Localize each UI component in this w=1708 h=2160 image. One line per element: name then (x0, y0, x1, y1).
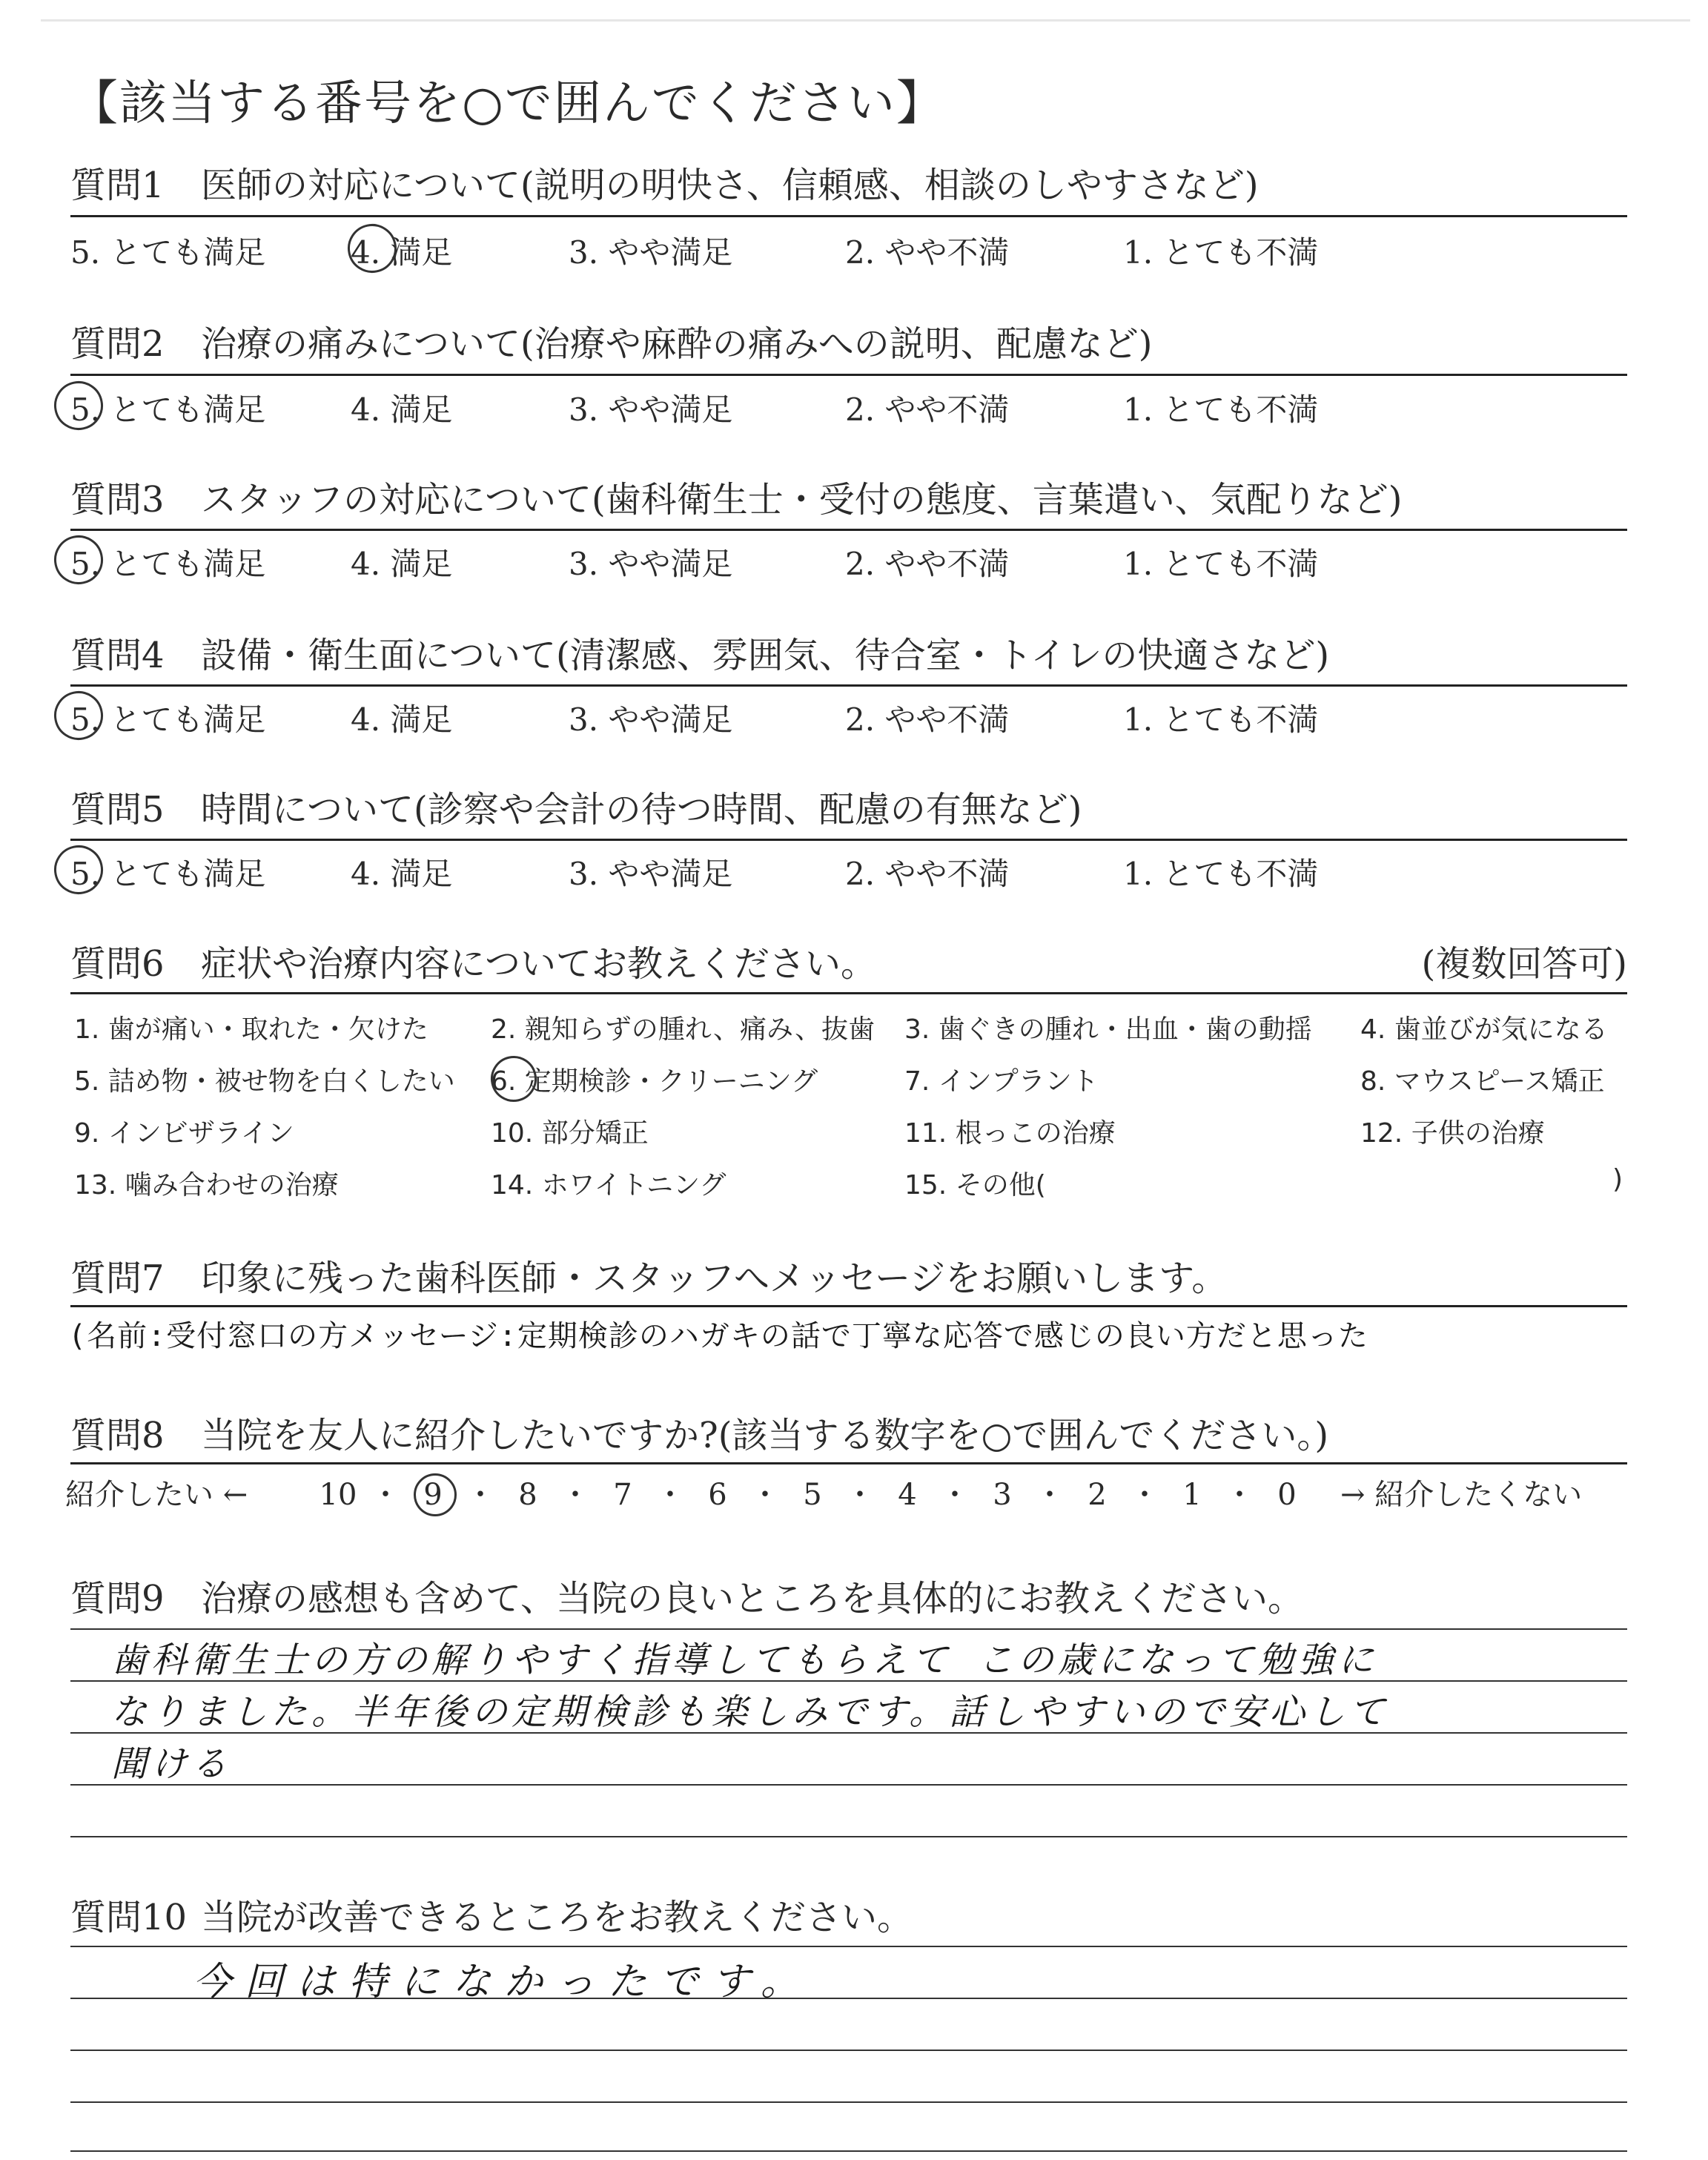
question-number: 質問7 (70, 1258, 165, 1299)
question-text: スタッフの対応について(歯科衛生士・受付の態度、言葉遣い、気配りなど) (201, 479, 1403, 521)
writing-line (70, 1946, 1627, 1947)
option-4[interactable]: 4. 満足 (351, 856, 453, 892)
scale-value-3[interactable]: 3 (993, 1478, 1012, 1512)
option-5[interactable]: 5. とても満足 (70, 234, 266, 271)
option-2[interactable]: 2. やや不満 (845, 234, 1010, 271)
q7-answer-line[interactable]: (名前:受付窓口の方メッセージ:定期検診のハガキの話で丁寧な応答で感じの良い方だと思った (68, 1319, 1368, 1353)
selection-circle (414, 1473, 457, 1516)
divider (70, 1462, 1627, 1464)
question-number: 質問2 (70, 323, 165, 365)
option-1[interactable]: 1. とても不満 (1123, 701, 1319, 738)
scale-value-5[interactable]: 5 (803, 1478, 822, 1512)
q6-item[interactable]: 11. 根っこの治療 (904, 1118, 1116, 1149)
option-3[interactable]: 3. やや満足 (569, 234, 733, 271)
q6-item[interactable]: 9. インビザライン (74, 1118, 294, 1149)
q6-item[interactable]: 1. 歯が痛い・取れた・欠けた (74, 1014, 428, 1045)
scale-right-label: → 紹介したくない (1340, 1478, 1583, 1512)
q6-item[interactable]: 15. その他( (904, 1170, 1046, 1200)
question-number: 質問6 (70, 943, 165, 985)
option-4[interactable]: 4. 満足 (351, 392, 453, 428)
page-title: 【該当する番号を○で囲んでください】 (70, 76, 945, 131)
scale-value-10[interactable]: 10 (319, 1478, 357, 1512)
option-4[interactable]: 4. 満足 (351, 234, 453, 271)
q6-item[interactable]: 13. 噛み合わせの治療 (74, 1170, 339, 1200)
scale-separator: ・ (466, 1478, 495, 1512)
question-text: 治療の感想も含めて、当院の良いところを具体的にお教えください。 (201, 1578, 1304, 1619)
question-4 (70, 632, 1627, 679)
question-8 (70, 1412, 1627, 1459)
scale-separator: ・ (1130, 1478, 1159, 1512)
q6-item[interactable]: 5. 詰め物・被せ物を白くしたい (74, 1066, 455, 1097)
q10-answer-line-1[interactable]: 今回は特になかったです。 (193, 1960, 812, 2004)
option-2[interactable]: 2. やや不満 (845, 856, 1010, 892)
q6-item[interactable]: 10. 部分矯正 (491, 1118, 649, 1149)
scale-separator: ・ (940, 1478, 970, 1512)
question-text: 症状や治療内容についてお教えください。 (201, 943, 877, 985)
question-number: 質問8 (70, 1415, 165, 1456)
writing-line (70, 2150, 1627, 2152)
q6-item[interactable]: 12. 子供の治療 (1360, 1118, 1545, 1149)
question-text: 治療の痛みについて(治療や麻酔の痛みへの説明、配慮など) (201, 323, 1153, 365)
option-5[interactable]: 5. とても満足 (70, 701, 266, 738)
option-5[interactable]: 5. とても満足 (70, 856, 266, 892)
q6-item[interactable]: 2. 親知らずの腫れ、痛み、抜歯 (491, 1014, 875, 1045)
scale-separator: ・ (750, 1478, 780, 1512)
question-number: 質問1 (70, 165, 165, 206)
q6-item[interactable]: 4. 歯並びが気になる (1360, 1014, 1608, 1045)
option-3[interactable]: 3. やや満足 (569, 546, 733, 582)
question-6 (70, 940, 1627, 988)
question-7 (70, 1255, 1627, 1302)
scale-separator: ・ (371, 1478, 400, 1512)
question-number: 質問9 (70, 1578, 165, 1619)
multi-answer-note: (複数回答可) (1421, 943, 1627, 985)
divider (70, 839, 1627, 841)
q4-options (70, 696, 1627, 740)
scale-value-7[interactable]: 7 (613, 1478, 632, 1512)
scale-value-0[interactable]: 0 (1277, 1478, 1297, 1512)
q6-item[interactable]: 7. インプラント (904, 1066, 1099, 1097)
question-text: 時間について(診察や会計の待つ時間、配慮の有無など) (201, 789, 1082, 830)
option-3[interactable]: 3. やや満足 (569, 701, 733, 738)
question-number: 質問5 (70, 789, 165, 830)
q1-options (70, 228, 1627, 273)
question-text: 医師の対応について(説明の明快さ、信頼感、相談のしやすさなど) (201, 165, 1259, 206)
option-2[interactable]: 2. やや不満 (845, 701, 1010, 738)
scale-value-2[interactable]: 2 (1088, 1478, 1107, 1512)
option-1[interactable]: 1. とても不満 (1123, 392, 1319, 428)
question-text: 設備・衛生面について(清潔感、雰囲気、待合室・トイレの快適さなど) (201, 635, 1330, 676)
writing-line (70, 1784, 1627, 1786)
scale-value-8[interactable]: 8 (518, 1478, 537, 1512)
question-number: 質問3 (70, 479, 165, 521)
q6-item[interactable]: 8. マウスピース矯正 (1360, 1066, 1605, 1097)
writing-line (70, 1628, 1627, 1630)
top-border (41, 19, 1690, 22)
writing-line (70, 1836, 1627, 1837)
question-text: 当院を友人に紹介したいですか?(該当する数字を○で囲んでください。) (201, 1415, 1329, 1456)
scale-separator: ・ (1035, 1478, 1065, 1512)
scale-value-9[interactable]: 9 (414, 1478, 452, 1512)
writing-line (70, 2101, 1627, 2103)
q9-answer-line-2[interactable]: なりました。半年後の定期検診も楽しみです。話しやすいので安心して (111, 1691, 1390, 1733)
divider (70, 529, 1627, 531)
q6-item[interactable]: 14. ホワイトニング (491, 1170, 726, 1200)
q6-item[interactable]: 3. 歯ぐきの腫れ・出血・歯の動揺 (904, 1014, 1312, 1045)
q5-options (70, 850, 1627, 894)
option-5[interactable]: 5. とても満足 (70, 546, 266, 582)
q3-options (70, 540, 1627, 584)
scale-left-label: 紹介したい ← (65, 1478, 248, 1512)
scale-value-1[interactable]: 1 (1182, 1478, 1202, 1512)
scale-values (319, 1471, 1306, 1513)
divider (70, 992, 1627, 994)
option-3[interactable]: 3. やや満足 (569, 856, 733, 892)
q2-options (70, 386, 1627, 430)
scale-value-4[interactable]: 4 (898, 1478, 917, 1512)
question-text: 当院が改善できるところをお教えください。 (201, 1897, 913, 1938)
option-4[interactable]: 4. 満足 (351, 701, 453, 738)
option-4[interactable]: 4. 満足 (351, 546, 453, 582)
scale-separator: ・ (1225, 1478, 1254, 1512)
q9-answer-line-1[interactable]: 歯科衛生士の方の解りやすく指導してもらえて この歳になって勉強に (111, 1639, 1378, 1681)
question-text: 印象に残った歯科医師・スタッフへメッセージをお願いします。 (201, 1258, 1228, 1299)
writing-line (70, 2050, 1627, 2051)
question-3 (70, 476, 1627, 524)
question-number: 質問10 (70, 1897, 188, 1938)
option-1[interactable]: 1. とても不満 (1123, 234, 1319, 271)
divider (70, 374, 1627, 376)
divider (70, 1305, 1627, 1307)
divider (70, 215, 1627, 217)
option-2[interactable]: 2. やや不満 (845, 546, 1010, 582)
scale-value-6[interactable]: 6 (708, 1478, 727, 1512)
recommend-scale (65, 1471, 317, 1513)
option-2[interactable]: 2. やや不満 (845, 392, 1010, 428)
question-number: 質問4 (70, 635, 165, 676)
option-3[interactable]: 3. やや満足 (569, 392, 733, 428)
q6-item[interactable]: 6. 定期検診・クリーニング (491, 1066, 818, 1097)
question-10 (70, 1894, 1627, 1941)
option-1[interactable]: 1. とても不満 (1123, 856, 1319, 892)
q6-other-close: ) (1612, 1164, 1623, 1195)
scale-separator: ・ (845, 1478, 875, 1512)
question-1 (70, 162, 1627, 209)
option-5[interactable]: 5. とても満足 (70, 392, 266, 428)
option-1[interactable]: 1. とても不満 (1123, 546, 1319, 582)
question-5 (70, 786, 1627, 833)
scale-separator: ・ (560, 1478, 590, 1512)
q9-answer-line-3[interactable]: 聞ける (111, 1743, 232, 1785)
question-9 (70, 1575, 1627, 1622)
question-2 (70, 320, 1627, 368)
scale-separator: ・ (655, 1478, 685, 1512)
divider (70, 684, 1627, 687)
